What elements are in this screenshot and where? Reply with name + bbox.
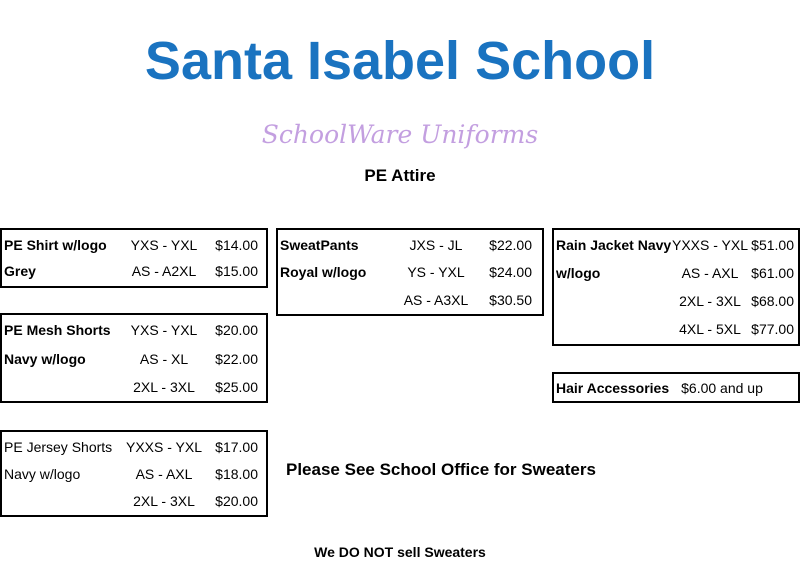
- table-row: [2, 434, 266, 460]
- table-row: [278, 259, 542, 285]
- item-size: YXS - YXL: [130, 322, 198, 338]
- item-price: $68.00: [751, 293, 794, 309]
- item-price: $17.00: [215, 439, 258, 455]
- item-name: Navy w/logo: [4, 466, 81, 482]
- item-size: YXS - YXL: [130, 237, 198, 253]
- table-row: [278, 287, 542, 313]
- pe-mesh-shorts-box: [0, 313, 268, 403]
- item-name: PE Mesh Shorts: [4, 322, 111, 338]
- pe-jersey-shorts-box: [0, 430, 268, 517]
- item-size: YXXS - YXL: [671, 237, 748, 253]
- section-heading: PE Attire: [364, 166, 436, 185]
- item-size: 2XL - 3XL: [133, 493, 195, 509]
- sweatpants-box: [276, 228, 544, 316]
- item-price: $15.00: [215, 263, 258, 279]
- table-row: [278, 232, 542, 258]
- item-size: 4XL - 5XL: [679, 321, 741, 337]
- item-name: SweatPants: [280, 237, 359, 253]
- table-row: [2, 461, 266, 487]
- table-row: [2, 346, 266, 372]
- item-price: $30.50: [489, 292, 532, 308]
- no-sweaters-note: We DO NOT sell Sweaters: [314, 544, 486, 560]
- item-name: Navy w/logo: [4, 351, 86, 367]
- item-size: JXS - JL: [409, 237, 463, 253]
- item-size: 2XL - 3XL: [679, 293, 741, 309]
- item-name: PE Jersey Shorts: [4, 439, 113, 455]
- item-name: Royal w/logo: [280, 264, 367, 280]
- table-row: [554, 260, 798, 286]
- item-size: YXXS - YXL: [125, 439, 202, 455]
- item-price: $77.00: [751, 321, 794, 337]
- page-subtitle: SchoolWare Uniforms: [261, 120, 539, 149]
- table-row: [2, 374, 266, 400]
- item-size: AS - AXL: [135, 466, 193, 482]
- table-row: [554, 232, 798, 258]
- rain-jacket-box: [552, 228, 800, 346]
- table-row: [2, 488, 266, 514]
- item-price: $18.00: [215, 466, 258, 482]
- table-row: [554, 316, 798, 342]
- item-price: $51.00: [751, 237, 794, 253]
- item-size: 2XL - 3XL: [133, 379, 195, 395]
- item-price: $61.00: [751, 265, 794, 281]
- item-size: AS - XL: [139, 351, 189, 367]
- table-row: [2, 317, 266, 343]
- item-price: $25.00: [215, 379, 258, 395]
- item-name: Rain Jacket Navy: [556, 237, 672, 253]
- item-size: AS - A3XL: [403, 292, 469, 308]
- table-row: [2, 258, 266, 284]
- hair-accessories-box: [552, 372, 800, 403]
- pe-shirt-box: [0, 228, 268, 288]
- item-price: $24.00: [489, 264, 532, 280]
- item-size: YS - YXL: [407, 264, 465, 280]
- item-price: $20.00: [215, 493, 258, 509]
- item-size: AS - A2XL: [131, 263, 197, 279]
- item-price: $20.00: [215, 322, 258, 338]
- page-title: Santa Isabel School: [144, 31, 656, 91]
- item-price: $6.00 and up: [681, 380, 763, 396]
- item-name: Hair Accessories: [556, 380, 670, 396]
- item-price: $14.00: [215, 237, 258, 253]
- item-size: AS - AXL: [681, 265, 739, 281]
- sweaters-office-note: Please See School Office for Sweaters: [286, 460, 596, 479]
- item-name: Grey: [4, 263, 36, 279]
- item-name: w/logo: [556, 265, 601, 281]
- item-name: PE Shirt w/logo: [4, 237, 107, 253]
- item-price: $22.00: [489, 237, 532, 253]
- item-price: $22.00: [215, 351, 258, 367]
- table-row: [2, 232, 266, 258]
- table-row: [554, 288, 798, 314]
- table-row: [554, 375, 798, 401]
